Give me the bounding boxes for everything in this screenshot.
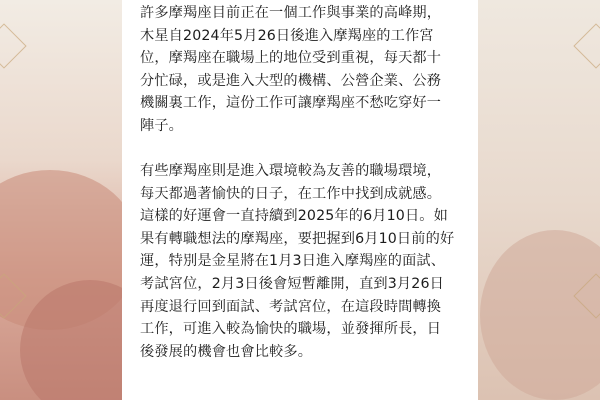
- text-line: 機關裏工作，這份工作可讓摩羯座不愁吃穿好一: [140, 95, 442, 112]
- text-line: 後發展的機會也會比較多。: [140, 343, 313, 360]
- text-line: 工作，可進入較為愉快的職場，並發揮所長，日: [140, 321, 442, 338]
- article-paragraph-1: [140, 2, 441, 138]
- text-line: 有些摩羯座則是進入環境較為友善的職場環境，: [140, 163, 442, 179]
- text-line: 再度退行回到面試、考試宮位，在這段時間轉換: [140, 298, 442, 315]
- article-card: [122, 0, 478, 400]
- text-line: 位，摩羯座在職場上的地位受到重視，每天都十: [140, 50, 442, 67]
- text-line: 陣子。: [140, 117, 184, 134]
- text-line: 這樣的好運會一直持續到2025年的6月10日。如: [140, 208, 448, 225]
- text-line: 分忙碌，或是進入大型的機構、公營企業、公務: [140, 72, 442, 89]
- text-line: 考試宮位，2月3日後會短暫離開，直到3月26日: [140, 275, 444, 292]
- text-line: 許多摩羯座目前正在一個工作與事業的高峰期，: [140, 5, 442, 21]
- text-line: 每天都過著愉快的日子，在工作中找到成就感。: [140, 185, 442, 202]
- text-line: 木星自2024年5月26日後進入摩羯座的工作宮: [140, 27, 434, 44]
- article-paragraph-2: [140, 160, 454, 363]
- text-line: 果有轉職想法的摩羯座，要把握到6月10日前的好: [140, 230, 455, 247]
- text-line: 運，特別是金星將在1月3日進入摩羯座的面試、: [140, 253, 446, 270]
